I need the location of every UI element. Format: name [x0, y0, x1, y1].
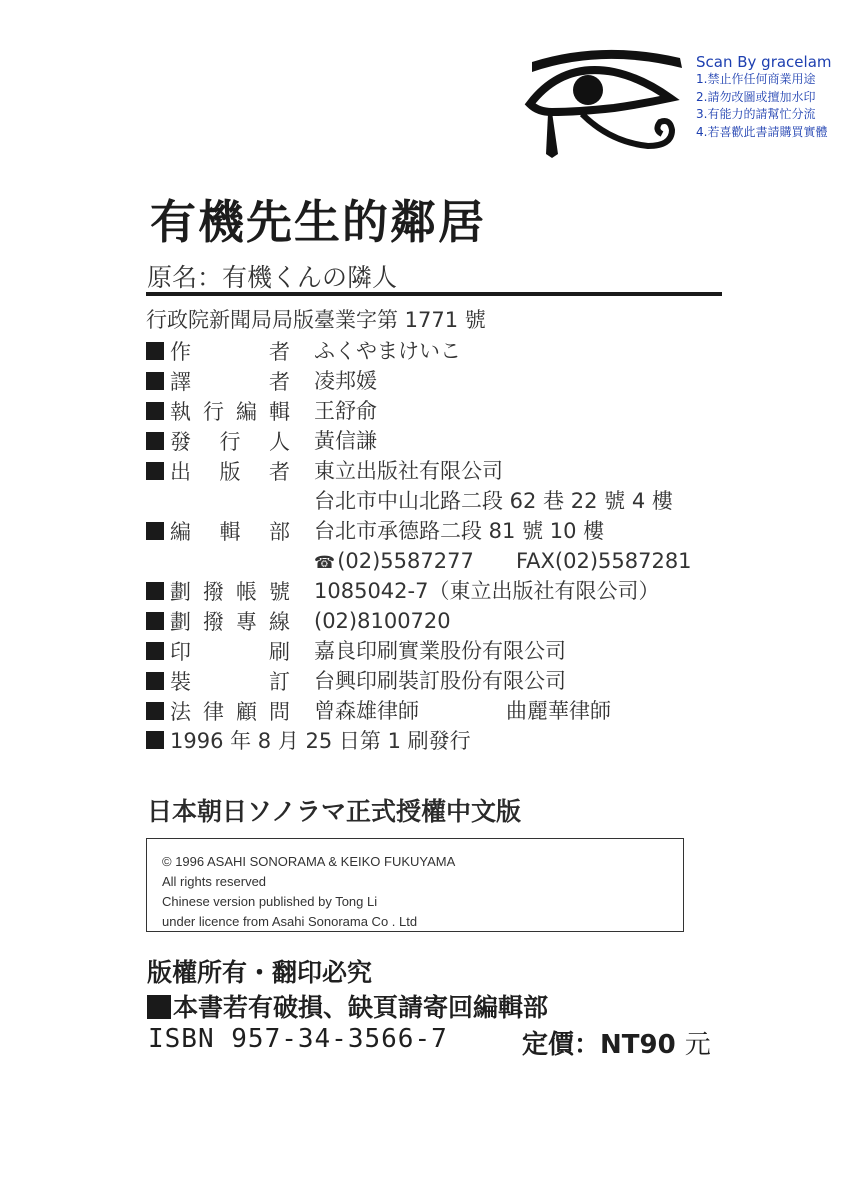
credit-label: 作者: [170, 340, 290, 364]
price-value: NT90: [600, 1030, 676, 1060]
copyright-line-3: Chinese version published by Tong Li: [162, 894, 378, 909]
authorization-notice: 日本朝日ソノラマ正式授權中文版: [147, 797, 522, 826]
damage-notice-text: 本書若有破損、缺頁請寄回編輯部: [173, 993, 549, 1022]
black-square-icon: [146, 342, 164, 360]
credit-label: 執行編輯: [170, 400, 290, 424]
credit-value: ふくやまけいこ: [314, 339, 461, 363]
copyright-box: [146, 838, 684, 932]
license-number: 行政院新聞局局版臺業字第 1771 號: [146, 308, 486, 332]
first-print-date: 1996 年 8 月 25 日第 1 刷發行: [170, 729, 471, 753]
black-square-icon: [146, 731, 164, 749]
divider: [146, 292, 722, 296]
credit-label: 出版者: [170, 460, 290, 484]
credit-value: 凌邦媛: [314, 369, 377, 393]
credit-row-legal: [146, 696, 611, 726]
price-label: 定價：: [522, 1030, 601, 1060]
credit-value: 台北市承德路二段 81 號 10 樓: [314, 519, 605, 543]
scanner-rule-1: 1.禁止作任何商業用途: [696, 72, 816, 86]
isbn: ISBN 957-34-3566-7: [148, 1024, 448, 1054]
credit-row-account: [146, 576, 660, 606]
credit-row-editorial: [146, 516, 605, 546]
black-square-icon: [146, 702, 164, 720]
credit-value: 台興印刷裝訂股份有限公司: [314, 669, 566, 693]
credit-label: 印刷: [170, 640, 290, 664]
legal-counsel-1: 曾森雄律師: [314, 699, 419, 723]
scanner-note: [696, 54, 850, 141]
black-square-icon: [146, 672, 164, 690]
credit-row-hotline: [146, 606, 471, 636]
black-square-icon: [146, 582, 164, 600]
copyright-line-4: under licence from Asahi Sonorama Co . Ltd: [162, 914, 418, 929]
contact-line: [314, 546, 692, 578]
price: [522, 1024, 711, 1061]
credit-row-publisher: [146, 456, 503, 486]
credit-value: (02)8100720: [314, 609, 451, 633]
first-print-row: [146, 726, 471, 756]
copyright-line-2: All rights reserved: [162, 874, 267, 889]
black-square-icon: [146, 402, 164, 420]
scanner-rule-2: 2.請勿改圖或擅加水印: [696, 89, 816, 104]
black-square-icon: [146, 462, 164, 480]
black-square-icon: [146, 642, 164, 660]
credit-label: 法律顧問: [170, 700, 290, 724]
credit-label: 裝訂: [170, 670, 290, 694]
scanner-rule-4: 4.若喜歡此書請購買實體: [696, 124, 828, 139]
credit-label: 編輯部: [170, 520, 290, 544]
telephone-icon: ☎: [314, 553, 336, 573]
original-title: 原名：有機くんの隣人: [147, 263, 398, 292]
credit-label: 發行人: [170, 430, 290, 454]
credit-value: 嘉良印刷實業股份有限公司: [314, 639, 566, 663]
copyright-line-1: © 1996 ASAHI SONORAMA & KEIKO FUKUYAMA: [162, 854, 456, 869]
credit-value: 東立出版社有限公司: [314, 459, 503, 483]
black-square-icon: [146, 612, 164, 630]
credit-row-author: [146, 336, 471, 366]
black-square-icon: [146, 522, 164, 540]
credit-row-translator: [146, 366, 471, 396]
legal-counsel-2: 曲麗華律師: [506, 699, 611, 723]
eye-of-horus-logo-icon: [522, 42, 692, 160]
credit-row-binder: [146, 666, 566, 696]
phone-number: (02)5587277: [337, 549, 474, 573]
book-title: 有機先生的鄰居: [150, 195, 486, 249]
credit-value: 黃信謙: [314, 429, 377, 453]
publisher-address: 台北市中山北路二段 62 巷 22 號 4 樓: [314, 489, 673, 513]
credit-label: 劃撥帳號: [170, 580, 290, 604]
scanner-rule-3: 3.有能力的請幫忙分流: [696, 107, 816, 121]
credit-row-editor: [146, 396, 471, 426]
credit-value: 1085042-7（東立出版社有限公司）: [314, 579, 660, 603]
rights-notice: 版權所有・翻印必究: [147, 958, 373, 987]
credit-value: [314, 696, 611, 726]
credit-row-contact: [146, 546, 692, 576]
scanner-credit: Scan By gracelam: [696, 54, 832, 71]
fax-number: FAX(02)5587281: [516, 549, 692, 573]
black-square-icon: [147, 995, 171, 1019]
price-unit: 元: [684, 1030, 711, 1060]
credit-label: 譯者: [170, 370, 290, 394]
black-square-icon: [146, 432, 164, 450]
credit-row-printer: [146, 636, 566, 666]
damage-notice: [147, 988, 548, 1024]
credit-row-publisher-person: [146, 426, 471, 456]
credit-value: 王舒俞: [314, 399, 377, 423]
credit-row-publisher-address: [146, 486, 673, 516]
credits-list: [146, 336, 692, 756]
black-square-icon: [146, 372, 164, 390]
credit-label: 劃撥專線: [170, 610, 290, 634]
